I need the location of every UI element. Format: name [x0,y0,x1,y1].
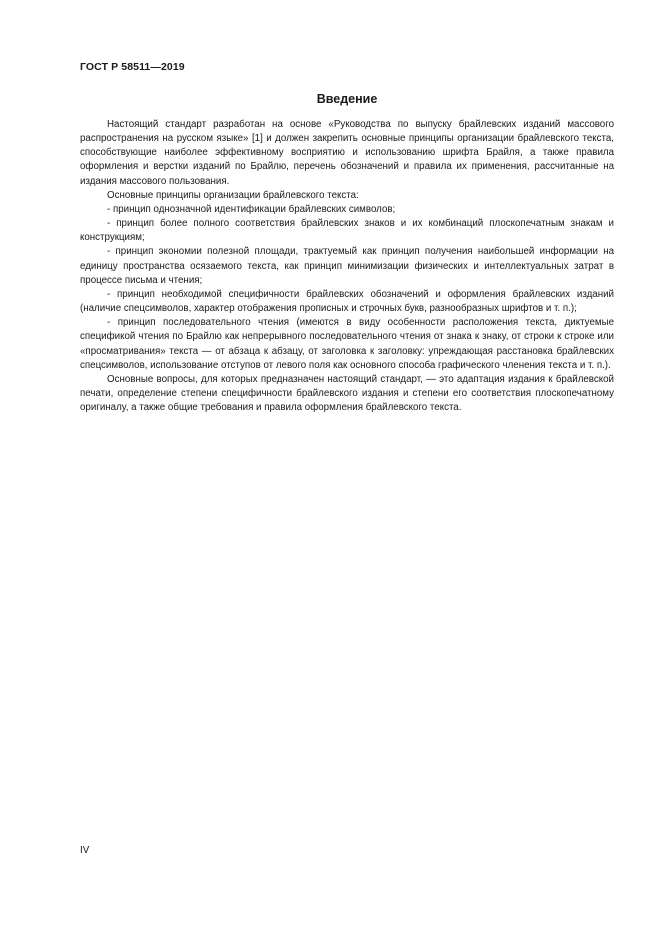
paragraph-intro: Настоящий стандарт разработан на основе «Руководства по выпуску брайлевских изданий массового распространения на русском языке» [1] и должен закрепить основные принципы организации брайлевского текста, способствующие наиболее эффективному восприятию и использованию шрифта Брайля, а также правила оформления и верстки изданий по Брайлю, перечень обозначений и правила их применения, рассчитанные на издания массового пользования. [80,119,614,187]
document-code: ГОСТ Р 58511—2019 [80,61,185,73]
body-text [80,118,614,415]
list-item: - принцип экономии полезной площади, трактуемый как принцип получения наибольшей информации на единицу пространства осязаемого текста, как принцип минимизации физических и интеллектуальных затрат в процессе письма и чтения; [80,246,614,286]
list-item: - принцип последовательного чтения (имеются в виду особенности расположения текста, диктуемые спецификой чтения по Брайлю как непрерывного последовательного чтения от знака к знаку, от строки к строке или «просматривания» текста — от абзаца к абзацу, от заголовка к заголовку: упреждающая расстановка брайлевских спецсимволов, использование отступов от левого поля как основного способа графического членения текста и т. п.). [80,317,614,371]
section-title: Введение [316,92,378,106]
list-item: - принцип необходимой специфичности брайлевских обозначений и оформления брайлевских изданий (наличие спецсимволов, характер отображения прописных и строчных букв, разнообразных шрифтов и т. п.); [80,288,614,315]
list-item: - принцип более полного соответствия брайлевских знаков и их комбинаций плоскопечатным знакам и конструкциям; [80,218,614,244]
page-number: IV [80,845,90,856]
list-item: - принцип однозначной идентификации брайлевских символов; [107,203,396,215]
paragraph-main-questions: Основные вопросы, для которых предназначен настоящий стандарт, — это адаптация издания к брайлевской печати, определение степени специфичности брайлевского издания и степени его соответствия плоскопечатному оригиналу, а также общие требования и правила оформления брайлевского текста. [80,373,614,414]
paragraph-principles-heading: Основные принципы организации брайлевского текста: [107,189,359,201]
